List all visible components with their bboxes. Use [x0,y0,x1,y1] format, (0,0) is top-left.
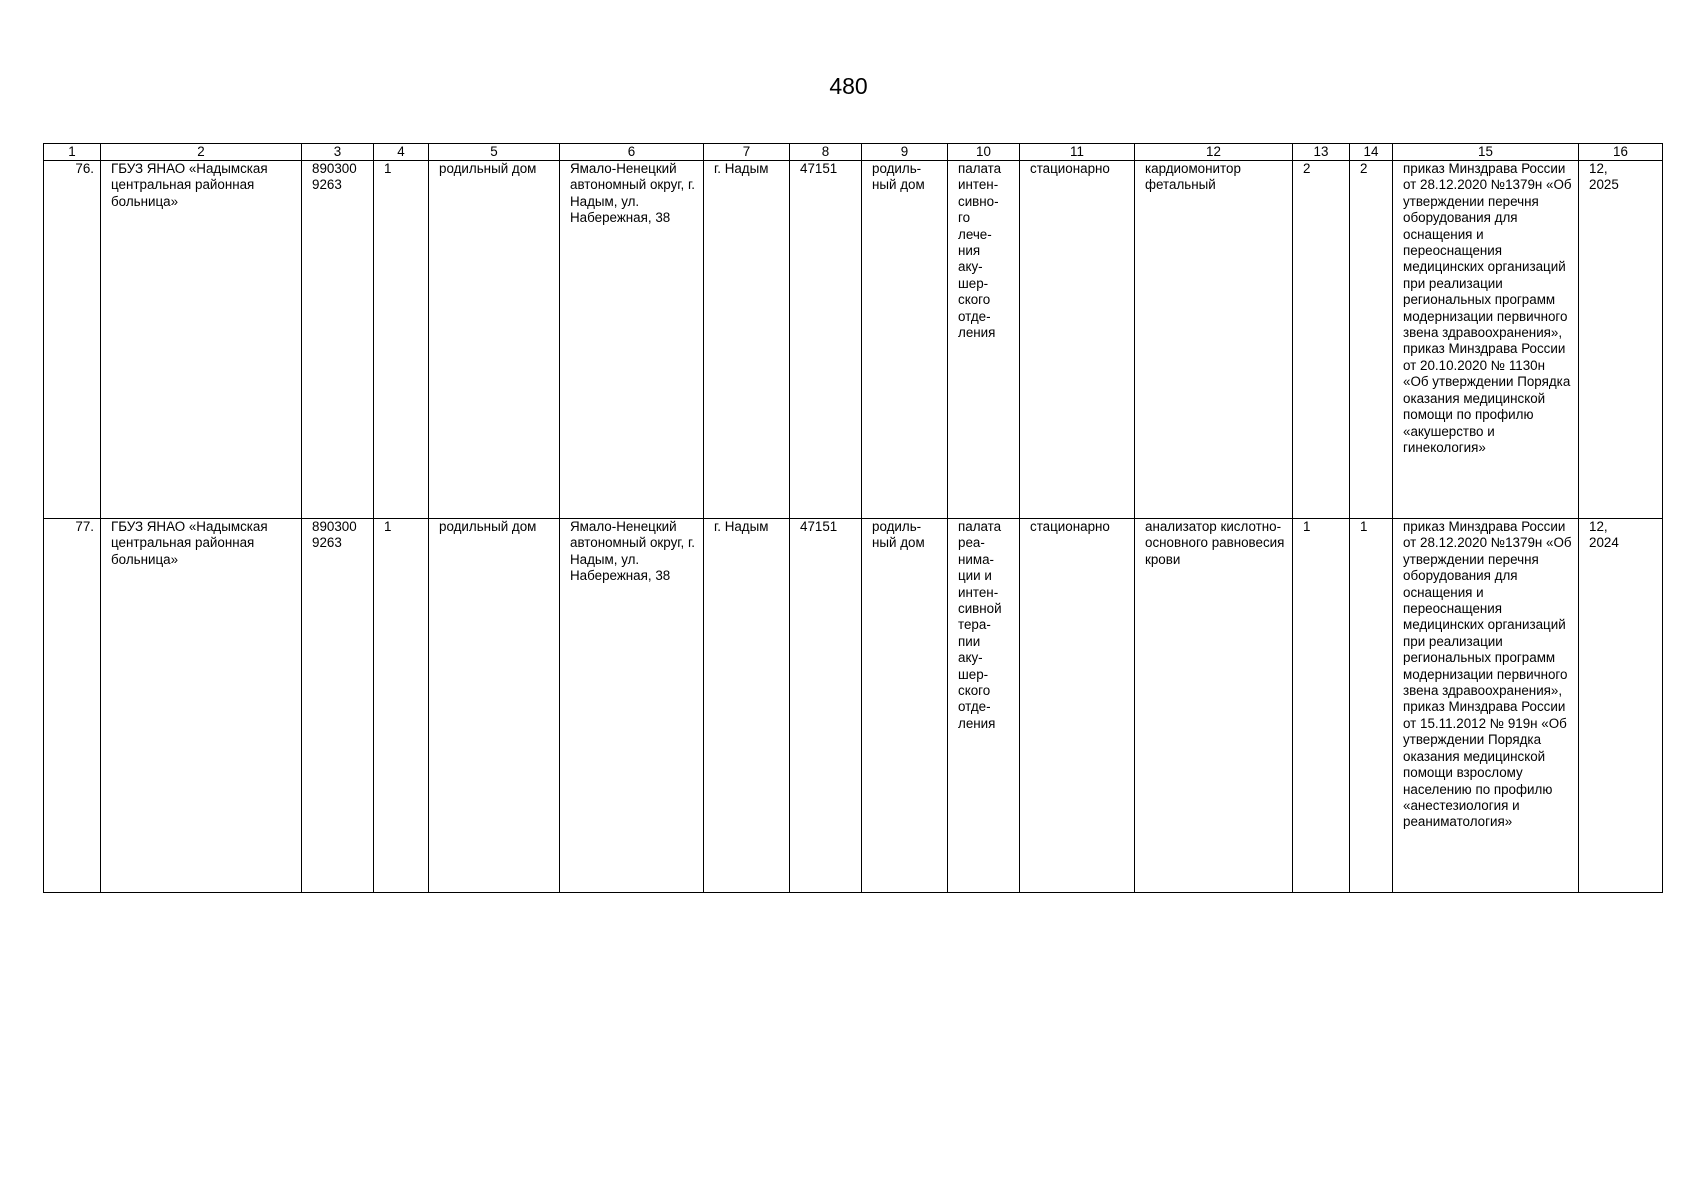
column-header: 7 [704,144,790,161]
facility-type-cell: родильный дом [429,519,560,893]
column-header: 15 [1393,144,1579,161]
column-4-cell: 1 [374,161,429,519]
column-14-cell: 1 [1350,519,1393,893]
row-number: 76. [44,161,101,519]
period-cell: 12, 2024 [1579,519,1663,893]
department-cell: палата интен- сивно- го лече- ния аку- шер- ского отде- ления [948,161,1020,519]
column-header: 14 [1350,144,1393,161]
equipment-registry-table [43,143,1663,893]
organization-cell: ГБУЗ ЯНАО «Надымская центральная районная больница» [101,519,302,893]
table-row [44,161,1663,519]
column-header: 2 [101,144,302,161]
unit-cell: родиль- ный дом [862,161,948,519]
legal-basis-cell: приказ Минздрава России от 28.12.2020 №1379н «Об утверждении перечня оборудования для оснащения и переоснащения медицинских организаций при реализации региональных программ модернизации первичного звена здравоохранения», приказ Минздрава России от 15.11.2012 № 919н «Об утверждении Порядка оказания медицинской помощи взрослому населению по профилю «анестезиология и реаниматология» [1393,519,1579,893]
column-header: 12 [1135,144,1293,161]
address-cell: Ямало-Ненецкий автономный округ, г. Надым, ул. Набережная, 38 [560,519,704,893]
column-header: 6 [560,144,704,161]
facility-type-cell: родильный дом [429,161,560,519]
organization-cell: ГБУЗ ЯНАО «Надымская центральная районная больница» [101,161,302,519]
legal-basis-cell: приказ Минздрава России от 28.12.2020 №1379н «Об утверждении перечня оборудования для оснащения и переоснащения медицинских организаций при реализации региональных программ модернизации первичного звена здравоохранения», приказ Минздрава России от 20.10.2020 № 1130н «Об утверждении Порядка оказания медицинской помощи по профилю «акушерство и гинекология» [1393,161,1579,519]
code-cell: 47151 [790,161,862,519]
row-number: 77. [44,519,101,893]
column-number-row [44,144,1663,161]
inn-cell: 890300 9263 [302,519,374,893]
city-cell: г. Надым [704,161,790,519]
table-row [44,519,1663,893]
column-13-cell: 1 [1293,519,1350,893]
column-header: 4 [374,144,429,161]
equipment-cell: кардиомонитор фетальный [1135,161,1293,519]
column-header: 10 [948,144,1020,161]
period-cell: 12, 2025 [1579,161,1663,519]
page-number: 480 [829,73,868,99]
column-header: 16 [1579,144,1663,161]
column-14-cell: 2 [1350,161,1393,519]
column-4-cell: 1 [374,519,429,893]
care-form-cell: стационарно [1020,161,1135,519]
address-cell: Ямало-Ненецкий автономный округ, г. Надым, ул. Набережная, 38 [560,161,704,519]
code-cell: 47151 [790,519,862,893]
column-header: 11 [1020,144,1135,161]
department-cell: палата реа- нима- ции и интен- сивной тера- пии аку- шер- ского отде- ления [948,519,1020,893]
column-header: 13 [1293,144,1350,161]
column-header: 1 [44,144,101,161]
care-form-cell: стационарно [1020,519,1135,893]
column-13-cell: 2 [1293,161,1350,519]
equipment-cell: анализатор кислотно-основного равновесия крови [1135,519,1293,893]
column-header: 5 [429,144,560,161]
column-header: 8 [790,144,862,161]
inn-cell: 890300 9263 [302,161,374,519]
unit-cell: родиль- ный дом [862,519,948,893]
column-header: 3 [302,144,374,161]
column-header: 9 [862,144,948,161]
city-cell: г. Надым [704,519,790,893]
